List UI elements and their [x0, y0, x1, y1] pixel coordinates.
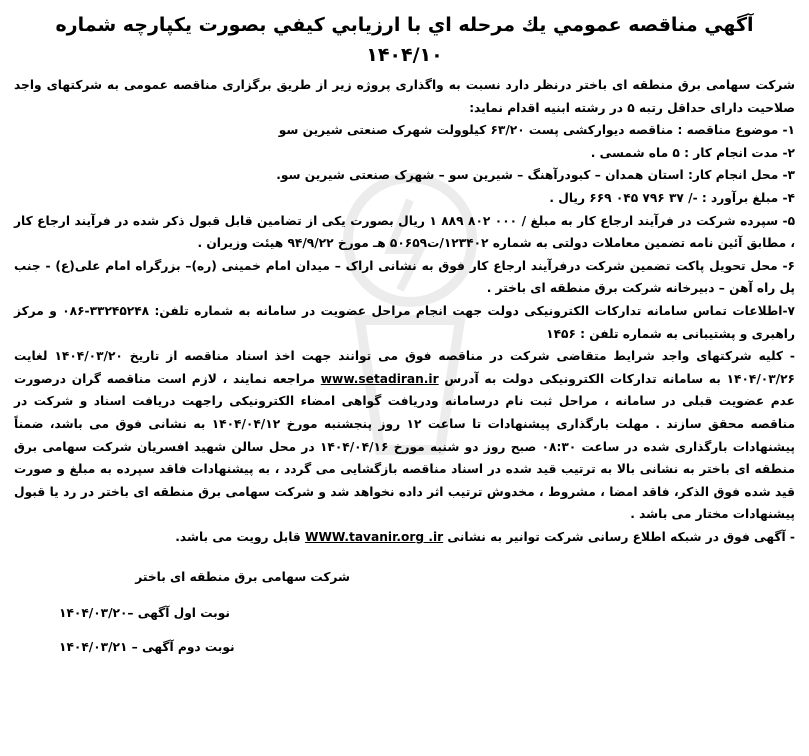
item-contact: ۷-اطلاعات تماس سامانه تدارکات الکترونیکی دولت جهت انجام مراحل عضویت در سامانه به شماره تلفن: ۳۳۲۴۵۲۴۸-۰۸۶ و مرکز راهبری و پشتیبانی به شماره تلفن : ۱۴۵۶: [14, 303, 795, 341]
conditions-text-start: - کلیه شرکتهای واجد شرایط متقاضی شرکت در مناقصه فوق می توانند جهت اخذ اسناد مناقصه از تاریخ ۱۴۰۴/۰۳/۲۰ لغایت ۱۴۰۴/۰۳/۲۶ به سامانه تدارکات الکترونیکی دولت به آدرس: [14, 349, 795, 386]
notice-title: آگهي مناقصه عمومي يك مرحله اي با ارزيابي كيفي بصورت يكپارچه شماره ۱۴۰۴/۱۰: [55, 14, 754, 66]
item-estimate: ۴- مبلغ برآورد : -/ ۳۷ ۷۹۶ ۰۴۵ ۶۶۹ ریال .: [549, 190, 795, 205]
tavanir-link[interactable]: WWW.tavanir.org .ir: [305, 529, 444, 544]
company-signature: شرکت سهامی برق منطقه ای باختر: [135, 570, 350, 585]
network-paragraph: [14, 526, 795, 549]
conditions-paragraph: [14, 345, 795, 526]
network-text-end: قابل رویت می باشد.: [175, 529, 301, 544]
item-deposit: ۵- سپرده شرکت در فرآیند ارجاع کار به مبلغ / ۰۰۰ ۸۰۲ ۸۸۹ ۱ ریال بصورت یکی از تضامین قابل قبول ذکر شده در فرآیند ارجاع کار ، مطابق آئین نامه تضمین معاملات دولتی به شماره ۱۲۳۴۰۲/ت۵۰۶۵۹ هـ مورخ ۹۴/۹/۲۲ هیئت وزیران .: [14, 213, 796, 251]
item-delivery: ۶- محل تحویل پاکت تضمین شرکت درفرآیند ارجاع کار فوق به نشانی اراک – میدان امام خمینی (ره)– بزرگراه امام علی(ع) - جنب پل راه آهن – دبیرخانه شرکت برق منطقه ای باختر .: [14, 258, 795, 296]
setadiran-link[interactable]: www.setadiran.ir: [320, 371, 439, 386]
conditions-text-end: مراجعه نمایند ، لازم است مناقصه گران درصورت عدم عضویت قبلی در سامانه ، مراحل ثبت نام درسامانه ودریافت گواهی امضاء الکترونیکی راجهت دریافت اسناد و شرکت در مناقصه محقق سازند . مهلت بارگذاری پیشنهادات تا ساعت ۱۲ روز پنجشنبه مورخ ۱۴۰۴/۰۴/۱۲ به نشانی فوق می باشد، ضمناً پیشنهادات بارگذاری شده در ساعت ۰۸:۳۰ صبح روز دو شنبه مورخ ۱۴۰۴/۰۴/۱۶ در محل سالن شهید افسریان شرکت سهامی برق منطقه ای باختر به نشانی بالا به ترتیب قید شده در اسناد مناقصه بازگشایی می گردد ، به پیشنهادات فاقد سپرده به مبلغ و صورت قید شده فوق الذکر، فاقد امضا ، مشروط ، مخدوش ترتیب اثر داده نخواهد شد و شرکت سهامی برق منطقه ای باختر در رد یا قبول پیشنهادات مختار می باشد .: [14, 371, 795, 522]
item-location: ۳- محل انجام کار: استان همدان – کبودرآهنگ – شیرین سو – شهرک صنعتی شیرین سو.: [276, 168, 795, 183]
item-duration: ۲- مدت انجام کار : ۵ ماه شمسی .: [590, 145, 795, 160]
second-notice-date: نوبت دوم آگهی – ۱۴۰۴/۰۳/۲۱: [59, 640, 235, 655]
intro-paragraph: شرکت سهامی برق منطقه ای باختر درنظر دارد نسبت به واگذاری پروژه زیر از طریق برگزاری مناقصه عمومی به شرکتهای واجد صلاحیت دارای حداقل رتبه ۵ در رشته ابنیه اقدام نماید:: [14, 78, 795, 115]
item-subject: ۱- موضوع مناقصه : مناقصه دیوارکشی پست ۶۳/۲۰ کیلوولت شهرک صنعتی شیرین سو: [278, 123, 795, 138]
network-text-start: - آگهی فوق در شبکه اطلاع رسانی شرکت توانیر به نشانی: [447, 529, 795, 544]
first-notice-date: نوبت اول آگهی –۱۴۰۴/۰۳/۲۰: [59, 606, 230, 621]
